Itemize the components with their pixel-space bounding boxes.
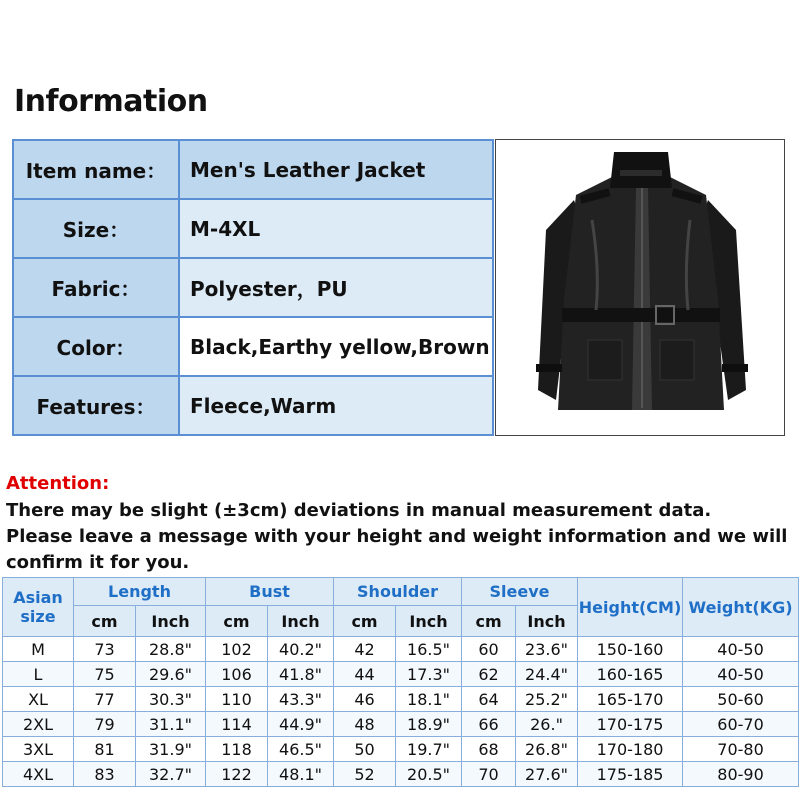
table-cell: 122 bbox=[206, 762, 268, 787]
table-row bbox=[3, 712, 799, 737]
height-header: Height(CM) bbox=[578, 578, 683, 637]
info-value: Fleece,Warm bbox=[180, 377, 492, 434]
info-row-color bbox=[14, 318, 492, 377]
table-cell: 77 bbox=[74, 687, 136, 712]
table-cell: 42 bbox=[334, 637, 396, 662]
table-cell: 26." bbox=[516, 712, 578, 737]
table-cell: 17.3" bbox=[396, 662, 462, 687]
table-cell: 25.2" bbox=[516, 687, 578, 712]
table-cell: 79 bbox=[74, 712, 136, 737]
measurement-note: There may be slight (±3cm) deviations in manual measurement data. bbox=[6, 500, 712, 521]
unit-cm: cm bbox=[74, 606, 136, 637]
table-cell: 48 bbox=[334, 712, 396, 737]
table-cell: 30.3" bbox=[136, 687, 206, 712]
table-cell: 70 bbox=[462, 762, 516, 787]
table-cell: 44 bbox=[334, 662, 396, 687]
table-cell: 165-170 bbox=[578, 687, 683, 712]
table-cell: 40.2" bbox=[268, 637, 334, 662]
table-cell: 73 bbox=[74, 637, 136, 662]
table-cell: 114 bbox=[206, 712, 268, 737]
info-value: Polyester，PU bbox=[180, 259, 492, 316]
table-row bbox=[3, 637, 799, 662]
table-cell: 102 bbox=[206, 637, 268, 662]
info-row-item-name bbox=[14, 141, 492, 200]
unit-cm: cm bbox=[206, 606, 268, 637]
table-cell: 81 bbox=[74, 737, 136, 762]
size-chart-table bbox=[2, 577, 799, 787]
table-row bbox=[3, 687, 799, 712]
table-cell: 31.1" bbox=[136, 712, 206, 737]
table-cell: 16.5" bbox=[396, 637, 462, 662]
info-value: Black,Earthy yellow,Brown bbox=[180, 318, 492, 375]
asian-size-header: Asian size bbox=[3, 578, 74, 637]
table-cell: 41.8" bbox=[268, 662, 334, 687]
table-cell: 118 bbox=[206, 737, 268, 762]
table-cell: 27.6" bbox=[516, 762, 578, 787]
unit-inch: Inch bbox=[516, 606, 578, 637]
table-cell: 50-60 bbox=[683, 687, 799, 712]
unit-inch: Inch bbox=[396, 606, 462, 637]
size-header-row bbox=[3, 578, 799, 606]
table-cell: 44.9" bbox=[268, 712, 334, 737]
unit-inch: Inch bbox=[136, 606, 206, 637]
table-cell: 43.3" bbox=[268, 687, 334, 712]
table-cell: 46 bbox=[334, 687, 396, 712]
table-cell: 50 bbox=[334, 737, 396, 762]
table-cell: 150-160 bbox=[578, 637, 683, 662]
table-cell: 40-50 bbox=[683, 637, 799, 662]
table-cell: 31.9" bbox=[136, 737, 206, 762]
info-label: Size： bbox=[14, 200, 180, 257]
table-cell: L bbox=[3, 662, 74, 687]
info-label: Color： bbox=[14, 318, 180, 375]
info-label: Features： bbox=[14, 377, 180, 434]
table-cell: 18.9" bbox=[396, 712, 462, 737]
unit-cm: cm bbox=[462, 606, 516, 637]
table-cell: 52 bbox=[334, 762, 396, 787]
length-header: Length bbox=[74, 578, 206, 606]
table-row bbox=[3, 762, 799, 787]
table-cell: 66 bbox=[462, 712, 516, 737]
sleeve-header: Sleeve bbox=[462, 578, 578, 606]
table-cell: 19.7" bbox=[396, 737, 462, 762]
leather-jacket-image bbox=[496, 140, 785, 436]
product-photo bbox=[495, 139, 785, 436]
weight-header: Weight(KG) bbox=[683, 578, 799, 637]
table-cell: 110 bbox=[206, 687, 268, 712]
table-row bbox=[3, 662, 799, 687]
bust-header: Bust bbox=[206, 578, 334, 606]
table-cell: 75 bbox=[74, 662, 136, 687]
table-cell: 23.6" bbox=[516, 637, 578, 662]
table-cell: 26.8" bbox=[516, 737, 578, 762]
table-cell: 62 bbox=[462, 662, 516, 687]
shoulder-header: Shoulder bbox=[334, 578, 462, 606]
table-cell: 48.1" bbox=[268, 762, 334, 787]
table-cell: 106 bbox=[206, 662, 268, 687]
info-row-fabric bbox=[14, 259, 492, 318]
table-cell: 175-185 bbox=[578, 762, 683, 787]
page-title: Information bbox=[14, 84, 208, 119]
info-label: Item name： bbox=[14, 141, 180, 198]
info-row-features bbox=[14, 377, 492, 434]
table-cell: 29.6" bbox=[136, 662, 206, 687]
table-cell: 160-165 bbox=[578, 662, 683, 687]
table-cell: 64 bbox=[462, 687, 516, 712]
info-label: Fabric： bbox=[14, 259, 180, 316]
table-cell: 3XL bbox=[3, 737, 74, 762]
table-cell: 4XL bbox=[3, 762, 74, 787]
table-cell: XL bbox=[3, 687, 74, 712]
info-row-size bbox=[14, 200, 492, 259]
table-cell: 80-90 bbox=[683, 762, 799, 787]
table-cell: 170-180 bbox=[578, 737, 683, 762]
table-cell: 70-80 bbox=[683, 737, 799, 762]
table-cell: 2XL bbox=[3, 712, 74, 737]
table-cell: 40-50 bbox=[683, 662, 799, 687]
table-cell: 28.8" bbox=[136, 637, 206, 662]
table-cell: 170-175 bbox=[578, 712, 683, 737]
info-value: M-4XL bbox=[180, 200, 492, 257]
size-table-body bbox=[3, 637, 799, 787]
table-cell: 18.1" bbox=[396, 687, 462, 712]
table-cell: 60 bbox=[462, 637, 516, 662]
unit-inch: Inch bbox=[268, 606, 334, 637]
info-value: Men's Leather Jacket bbox=[180, 141, 492, 198]
table-cell: 20.5" bbox=[396, 762, 462, 787]
unit-cm: cm bbox=[334, 606, 396, 637]
table-cell: 68 bbox=[462, 737, 516, 762]
table-cell: 24.4" bbox=[516, 662, 578, 687]
product-info-table bbox=[12, 139, 494, 436]
table-cell: 32.7" bbox=[136, 762, 206, 787]
table-cell: 46.5" bbox=[268, 737, 334, 762]
table-cell: M bbox=[3, 637, 74, 662]
table-cell: 83 bbox=[74, 762, 136, 787]
attention-heading: Attention: bbox=[6, 473, 110, 494]
message-note: Please leave a message with your height and weight information and we will confirm it for you. bbox=[6, 526, 788, 573]
table-row bbox=[3, 737, 799, 762]
table-cell: 60-70 bbox=[683, 712, 799, 737]
